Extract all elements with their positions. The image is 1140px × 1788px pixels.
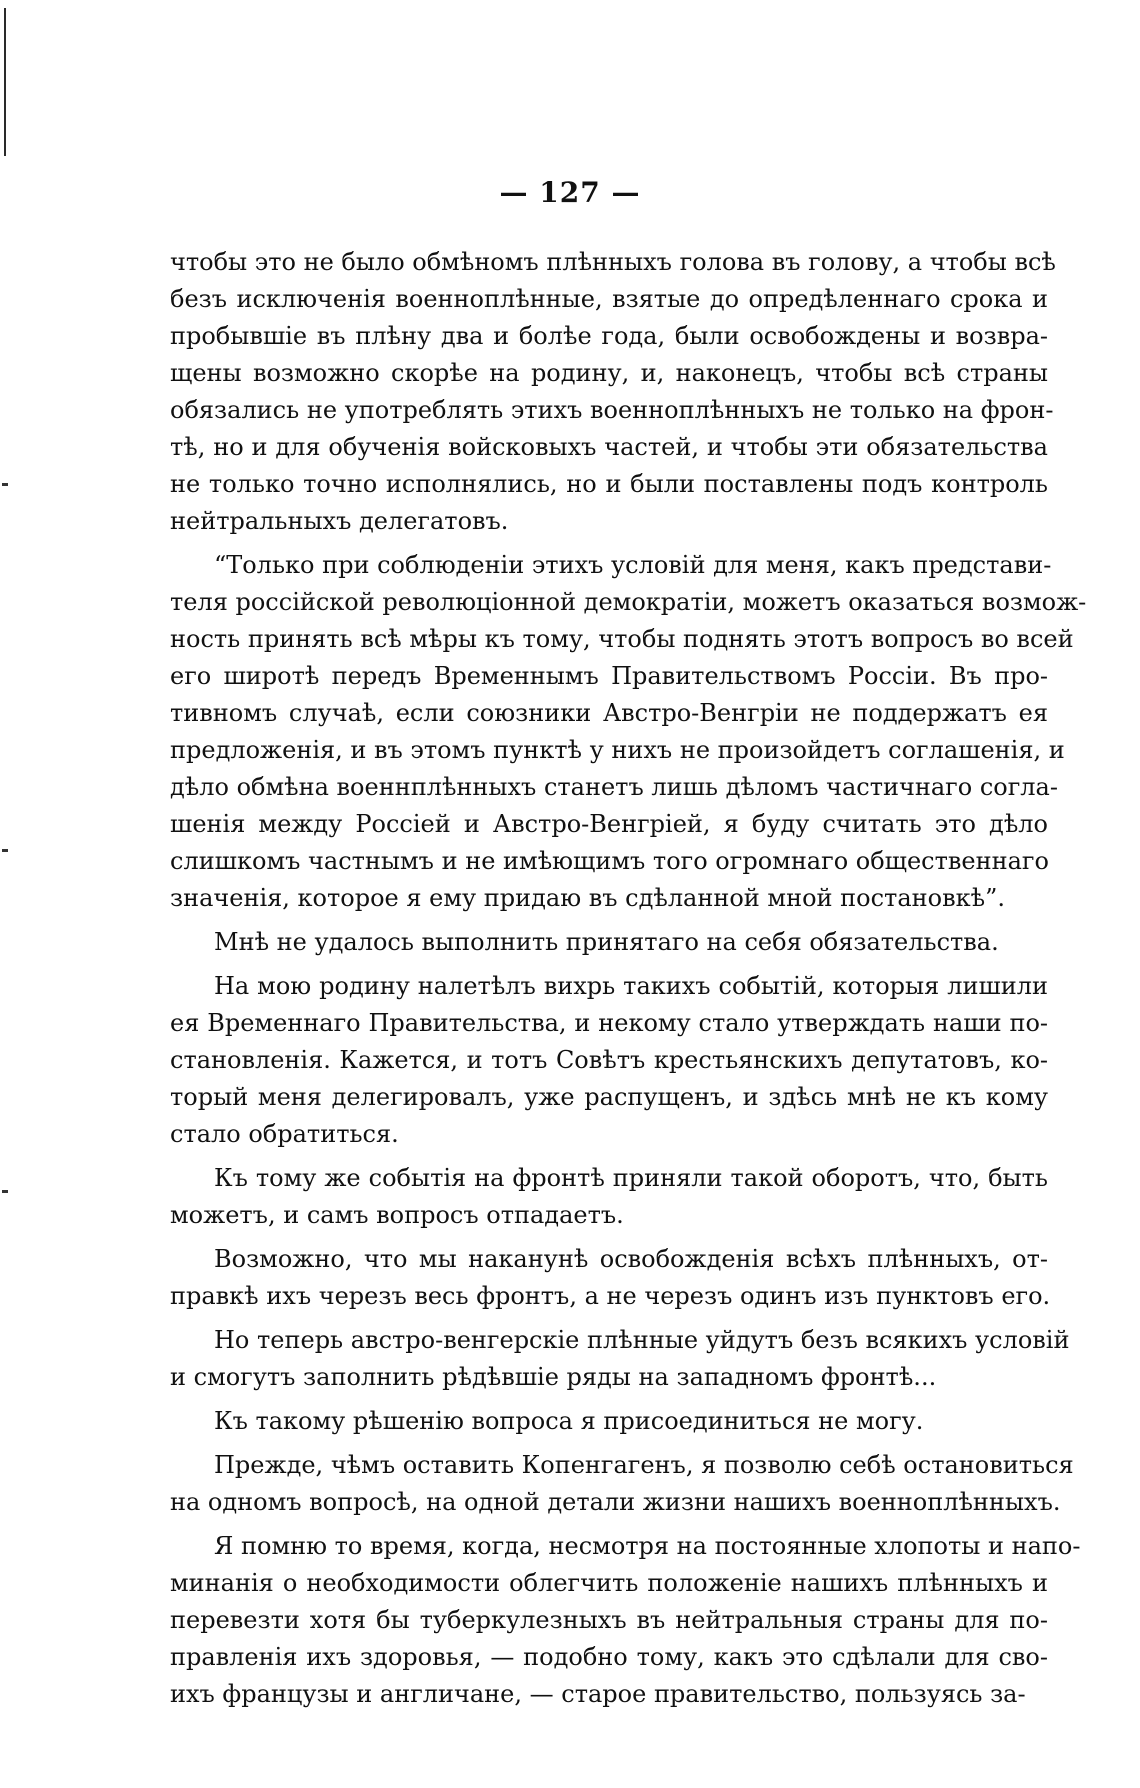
text-line: обязались не употреблять этихъ военноплѣнныхъ не только на фрон- bbox=[170, 396, 1054, 424]
text-line: теля россійской революціонной демократіи, можетъ оказаться возмож- bbox=[170, 588, 1087, 616]
scan-edge-mark bbox=[2, 483, 8, 486]
text-line: и смогутъ заполнить рѣдѣвшіе ряды на западномъ фронтѣ... bbox=[170, 1363, 937, 1391]
text-line: Я помню то время, когда, несмотря на постоянные хлопоты и напо- bbox=[214, 1532, 1081, 1560]
text-line: “Только при соблюденіи этихъ условій для меня, какъ представи- bbox=[214, 551, 1052, 579]
scan-margin-rule bbox=[4, 8, 6, 156]
paragraph bbox=[170, 1528, 1081, 1713]
text-line: предложенія, и въ этомъ пунктѣ у нихъ не произойдетъ соглашенія, и bbox=[170, 736, 1065, 764]
scan-edge-mark bbox=[2, 849, 8, 852]
scan-edge-mark bbox=[2, 1190, 8, 1193]
text-line: чтобы это не было обмѣномъ плѣнныхъ голова въ голову, а чтобы всѣ bbox=[170, 248, 1056, 276]
text-line: ность принять всѣ мѣры къ тому, чтобы поднять этотъ вопросъ во всей bbox=[170, 625, 1074, 653]
paragraph bbox=[170, 1160, 1048, 1234]
text-line: тивномъ случаѣ, если союзники Австро-Венгріи не поддержатъ ея bbox=[170, 699, 1048, 727]
text-line: минанія о необходимости облегчить положеніе нашихъ плѣнныхъ и bbox=[170, 1569, 1048, 1597]
text-line: стало обратиться. bbox=[170, 1120, 399, 1148]
page-number: — 127 — bbox=[499, 176, 641, 209]
text-line: нейтральныхъ делегатовъ. bbox=[170, 507, 509, 535]
text-line: Возможно, что мы наканунѣ освобожденія всѣхъ плѣнныхъ, от- bbox=[214, 1245, 1048, 1273]
text-line: дѣло обмѣна военнплѣнныхъ станетъ лишь дѣломъ частичнаго согла- bbox=[170, 773, 1058, 801]
text-line: на одномъ вопросѣ, на одной детали жизни нашихъ военноплѣнныхъ. bbox=[170, 1488, 1061, 1516]
body-text bbox=[170, 244, 1087, 1720]
text-line: Прежде, чѣмъ оставить Копенгагенъ, я позволю себѣ остановиться bbox=[214, 1451, 1074, 1479]
text-line: становленія. Кажется, и тотъ Совѣтъ крестьянскихъ депутатовъ, ко- bbox=[170, 1046, 1048, 1074]
text-line: пробывшіе въ плѣну два и болѣе года, были освобождены и возвра- bbox=[170, 322, 1048, 350]
text-line: торый меня делегировалъ, уже распущенъ, и здѣсь мнѣ не къ кому bbox=[170, 1083, 1048, 1111]
text-line: его широтѣ передъ Временнымъ Правительствомъ Россіи. Въ про- bbox=[170, 662, 1048, 690]
text-line: щены возможно скорѣе на родину, и, наконецъ, чтобы всѣ страны bbox=[170, 359, 1048, 387]
paragraph bbox=[170, 1241, 1051, 1315]
text-line: правкѣ ихъ черезъ весь фронтъ, а не черезъ одинъ изъ пунктовъ его. bbox=[170, 1282, 1051, 1310]
paragraph bbox=[170, 1403, 1048, 1440]
text-line: шенія между Россіей и Австро-Венгріей, я буду считать это дѣло bbox=[170, 810, 1048, 838]
text-line: значенія, которое я ему придаю въ сдѣланной мной постановкѣ”. bbox=[170, 884, 1005, 912]
paragraph bbox=[170, 1322, 1070, 1396]
text-line: ихъ французы и англичане, — старое правительство, пользуясь за- bbox=[170, 1680, 1026, 1708]
paragraph bbox=[170, 968, 1048, 1153]
paragraph bbox=[170, 244, 1056, 540]
paragraph bbox=[170, 547, 1087, 917]
text-line: ея Временнаго Правительства, и некому стало утверждать наши по- bbox=[170, 1009, 1048, 1037]
text-line: Къ тому же событія на фронтѣ приняли такой оборотъ, что, быть bbox=[214, 1164, 1048, 1192]
text-line: не только точно исполнялись, но и были поставлены подъ контроль bbox=[170, 470, 1048, 498]
text-line: безъ исключенія военноплѣнные, взятые до опредѣленнаго срока и bbox=[170, 285, 1048, 313]
text-line: тѣ, но и для обученія войсковыхъ частей, и чтобы эти обязательства bbox=[170, 433, 1048, 461]
text-line: можетъ, и самъ вопросъ отпадаетъ. bbox=[170, 1201, 624, 1229]
paragraph bbox=[170, 1447, 1074, 1521]
text-line: Мнѣ не удалось выполнить принятаго на себя обязательства. bbox=[214, 928, 999, 956]
text-line: Къ такому рѣшенію вопроса я присоединиться не могу. bbox=[214, 1407, 924, 1435]
text-line: Но теперь австро-венгерскіе плѣнные уйдутъ безъ всякихъ условій bbox=[214, 1326, 1070, 1354]
paragraph bbox=[170, 924, 1048, 961]
text-line: правленія ихъ здоровья, — подобно тому, какъ это сдѣлали для сво- bbox=[170, 1643, 1048, 1671]
text-line: На мою родину налетѣлъ вихрь такихъ событій, которыя лишили bbox=[214, 972, 1048, 1000]
text-line: слишкомъ частнымъ и не имѣющимъ того огромнаго общественнаго bbox=[170, 847, 1049, 875]
text-line: перевезти хотя бы туберкулезныхъ въ нейтральныя страны для по- bbox=[170, 1606, 1048, 1634]
